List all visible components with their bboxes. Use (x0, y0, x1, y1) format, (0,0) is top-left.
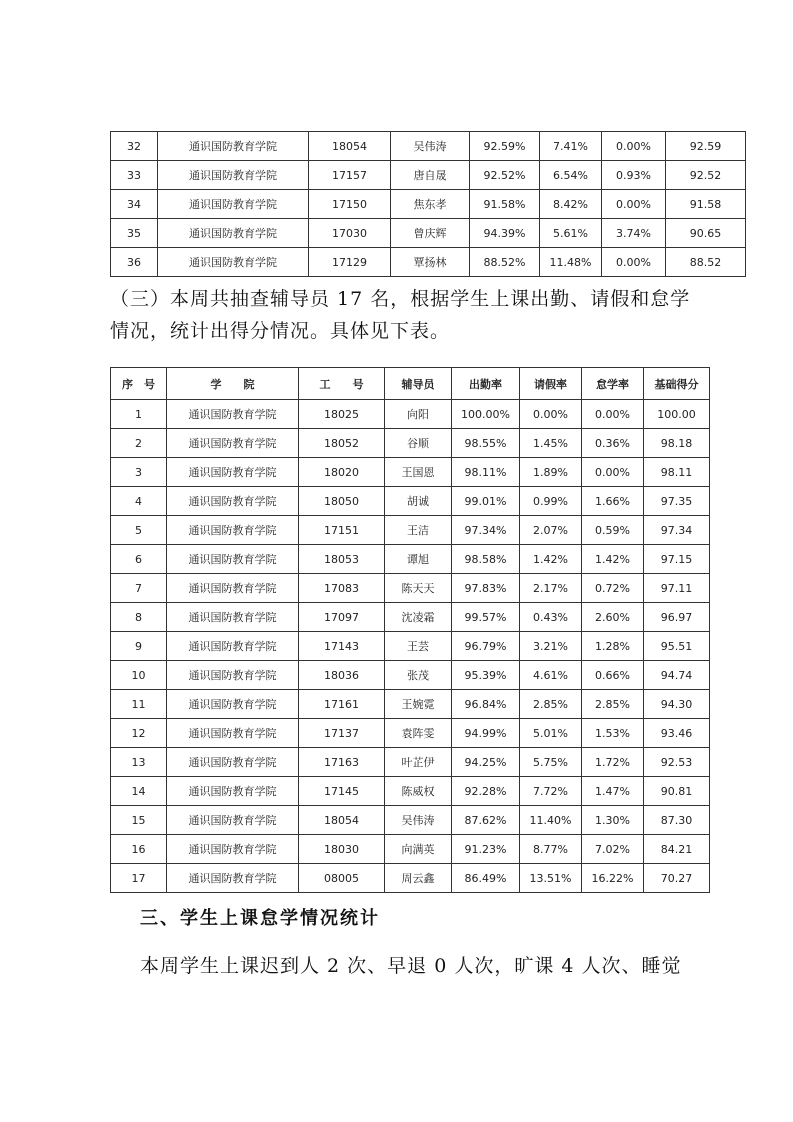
table-cell: 唐自晟 (391, 161, 470, 190)
table-cell: 袁阵雯 (385, 719, 452, 748)
table-cell: 王洁 (385, 516, 452, 545)
table-cell: 91.58% (470, 190, 540, 219)
table-cell: 93.46 (644, 719, 710, 748)
table-cell: 11.48% (540, 248, 602, 277)
table-cell: 97.34% (452, 516, 520, 545)
table-cell: 通识国防教育学院 (158, 248, 309, 277)
table-cell: 8.77% (520, 835, 582, 864)
column-header: 工 号 (299, 368, 385, 400)
table-cell: 通识国防教育学院 (158, 132, 309, 161)
table-row (111, 429, 710, 458)
table-cell: 5.61% (540, 219, 602, 248)
table-cell: 通识国防教育学院 (167, 806, 299, 835)
table-row (111, 190, 746, 219)
table-cell: 91.58 (666, 190, 746, 219)
table-cell: 94.39% (470, 219, 540, 248)
paragraph-counselor-check: （三）本周共抽查辅导员 17 名，根据学生上课出勤、请假和怠学情况，统计出得分情况。具体见下表。 (110, 288, 691, 342)
table-cell: 通识国防教育学院 (167, 864, 299, 893)
table-cell: 70.27 (644, 864, 710, 893)
table-cell: 谷顺 (385, 429, 452, 458)
table-row (111, 458, 710, 487)
table-cell: 17 (111, 864, 167, 893)
table-row (111, 864, 710, 893)
table-cell: 97.35 (644, 487, 710, 516)
table-cell: 92.52% (470, 161, 540, 190)
table-cell: 0.59% (582, 516, 644, 545)
table-cell: 96.84% (452, 690, 520, 719)
table-cell: 0.00% (582, 400, 644, 429)
table-row (111, 661, 710, 690)
table-cell: 98.58% (452, 545, 520, 574)
table-cell: 叶芷伊 (385, 748, 452, 777)
table-cell: 7.02% (582, 835, 644, 864)
table-cell: 92.59 (666, 132, 746, 161)
table-row (111, 516, 710, 545)
table-cell: 1.47% (582, 777, 644, 806)
attendance-table-continued (110, 131, 746, 277)
column-header: 出勤率 (452, 368, 520, 400)
table-cell: 18054 (309, 132, 391, 161)
table-cell: 王芸 (385, 632, 452, 661)
table-cell: 96.79% (452, 632, 520, 661)
table-cell: 32 (111, 132, 158, 161)
table-cell: 通识国防教育学院 (167, 661, 299, 690)
table-cell: 1 (111, 400, 167, 429)
table-cell: 0.00% (582, 458, 644, 487)
table-cell: 2.60% (582, 603, 644, 632)
table-cell: 向阳 (385, 400, 452, 429)
table-cell: 98.11% (452, 458, 520, 487)
table-cell: 1.72% (582, 748, 644, 777)
table-cell: 90.81 (644, 777, 710, 806)
table-cell: 98.55% (452, 429, 520, 458)
table-cell: 98.18 (644, 429, 710, 458)
table-cell: 焦东孝 (391, 190, 470, 219)
table-cell: 王国恩 (385, 458, 452, 487)
table-cell: 13.51% (520, 864, 582, 893)
table-row (111, 545, 710, 574)
table-cell: 0.00% (602, 248, 666, 277)
table-cell: 1.30% (582, 806, 644, 835)
counselor-score-table (110, 367, 710, 893)
table-cell: 3.21% (520, 632, 582, 661)
table-cell: 17157 (309, 161, 391, 190)
table-cell: 34 (111, 190, 158, 219)
table-cell: 94.74 (644, 661, 710, 690)
table-cell: 7.72% (520, 777, 582, 806)
paragraph-absence-summary: 本周学生上课迟到人 2 次、早退 0 人次，旷课 4 人次、睡觉 (140, 955, 682, 977)
table-cell: 8.42% (540, 190, 602, 219)
table-cell: 86.49% (452, 864, 520, 893)
table-row (111, 400, 710, 429)
table-cell: 1.89% (520, 458, 582, 487)
table-row (111, 161, 746, 190)
table-cell: 通识国防教育学院 (167, 632, 299, 661)
table-cell: 100.00 (644, 400, 710, 429)
table-cell: 17151 (299, 516, 385, 545)
table-cell: 13 (111, 748, 167, 777)
table-cell: 88.52% (470, 248, 540, 277)
table-cell: 6.54% (540, 161, 602, 190)
table-cell: 94.25% (452, 748, 520, 777)
table-cell: 7 (111, 574, 167, 603)
table-row (111, 690, 710, 719)
table-cell: 87.62% (452, 806, 520, 835)
table-cell: 通识国防教育学院 (167, 603, 299, 632)
table-cell: 2 (111, 429, 167, 458)
table-cell: 9 (111, 632, 167, 661)
table-cell: 100.00% (452, 400, 520, 429)
table-cell: 17083 (299, 574, 385, 603)
table-row (111, 574, 710, 603)
column-header: 怠学率 (582, 368, 644, 400)
table-cell: 0.43% (520, 603, 582, 632)
column-header: 请假率 (520, 368, 582, 400)
table-cell: 通识国防教育学院 (158, 219, 309, 248)
table-cell: 17163 (299, 748, 385, 777)
table-cell: 95.51 (644, 632, 710, 661)
table-cell: 16 (111, 835, 167, 864)
table-cell: 通识国防教育学院 (158, 161, 309, 190)
table-cell: 通识国防教育学院 (167, 777, 299, 806)
table-cell: 通识国防教育学院 (167, 835, 299, 864)
table-header-row (111, 368, 710, 400)
table-cell: 17137 (299, 719, 385, 748)
table-cell: 0.93% (602, 161, 666, 190)
table-cell: 17145 (299, 777, 385, 806)
table-row (111, 632, 710, 661)
table-row (111, 603, 710, 632)
table-cell: 向满英 (385, 835, 452, 864)
table-cell: 18052 (299, 429, 385, 458)
table-cell: 95.39% (452, 661, 520, 690)
table-cell: 胡诚 (385, 487, 452, 516)
column-header: 辅导员 (385, 368, 452, 400)
table-cell: 91.23% (452, 835, 520, 864)
table-cell: 0.66% (582, 661, 644, 690)
table-cell: 10 (111, 661, 167, 690)
table-cell: 0.00% (602, 190, 666, 219)
table-cell: 通识国防教育学院 (167, 487, 299, 516)
table-cell: 吴伟涛 (391, 132, 470, 161)
table-cell: 11 (111, 690, 167, 719)
table-cell: 33 (111, 161, 158, 190)
table-cell: 35 (111, 219, 158, 248)
table-cell: 92.52 (666, 161, 746, 190)
table-cell: 97.15 (644, 545, 710, 574)
table-cell: 4.61% (520, 661, 582, 690)
table-cell: 周云鑫 (385, 864, 452, 893)
table-cell: 92.28% (452, 777, 520, 806)
table-cell: 0.00% (602, 132, 666, 161)
table-cell: 张茂 (385, 661, 452, 690)
section-heading: 三、学生上课怠学情况统计 (140, 908, 380, 929)
table-cell: 8 (111, 603, 167, 632)
table-cell: 2.07% (520, 516, 582, 545)
table-cell: 沈凌霜 (385, 603, 452, 632)
table-cell: 3 (111, 458, 167, 487)
table-cell: 94.99% (452, 719, 520, 748)
table-cell: 通识国防教育学院 (167, 429, 299, 458)
table-cell: 0.00% (520, 400, 582, 429)
table-cell: 97.34 (644, 516, 710, 545)
table-row (111, 719, 710, 748)
table-cell: 2.17% (520, 574, 582, 603)
table-cell: 92.59% (470, 132, 540, 161)
table-cell: 曾庆辉 (391, 219, 470, 248)
column-header: 学 院 (167, 368, 299, 400)
table-cell: 17129 (309, 248, 391, 277)
table-cell: 11.40% (520, 806, 582, 835)
table-cell: 吴伟涛 (385, 806, 452, 835)
table-cell: 87.30 (644, 806, 710, 835)
table-cell: 通识国防教育学院 (167, 400, 299, 429)
table-cell: 通识国防教育学院 (167, 690, 299, 719)
table-cell: 5 (111, 516, 167, 545)
table-cell: 17097 (299, 603, 385, 632)
table-cell: 18054 (299, 806, 385, 835)
table-row (111, 487, 710, 516)
column-header: 序 号 (111, 368, 167, 400)
table-row (111, 806, 710, 835)
table-cell: 3.74% (602, 219, 666, 248)
table-cell: 1.66% (582, 487, 644, 516)
table-cell: 谭旭 (385, 545, 452, 574)
table-cell: 通识国防教育学院 (167, 574, 299, 603)
table-cell: 15 (111, 806, 167, 835)
table-cell: 4 (111, 487, 167, 516)
table-cell: 99.01% (452, 487, 520, 516)
table-cell: 16.22% (582, 864, 644, 893)
table-cell: 2.85% (520, 690, 582, 719)
table-cell: 2.85% (582, 690, 644, 719)
table-cell: 84.21 (644, 835, 710, 864)
table-cell: 通识国防教育学院 (167, 719, 299, 748)
table-row (111, 219, 746, 248)
table-cell: 通识国防教育学院 (167, 458, 299, 487)
table-cell: 1.42% (582, 545, 644, 574)
table-row (111, 748, 710, 777)
table-cell: 18025 (299, 400, 385, 429)
table-cell: 94.30 (644, 690, 710, 719)
table-cell: 0.99% (520, 487, 582, 516)
table-cell: 陈天天 (385, 574, 452, 603)
table-cell: 97.83% (452, 574, 520, 603)
table-cell: 王婉霓 (385, 690, 452, 719)
column-header: 基础得分 (644, 368, 710, 400)
table-cell: 1.45% (520, 429, 582, 458)
table-cell: 12 (111, 719, 167, 748)
table-row (111, 132, 746, 161)
table-cell: 18030 (299, 835, 385, 864)
table-cell: 1.42% (520, 545, 582, 574)
table-cell: 通识国防教育学院 (167, 545, 299, 574)
table-cell: 0.72% (582, 574, 644, 603)
table-cell: 18020 (299, 458, 385, 487)
table-row (111, 248, 746, 277)
table-cell: 6 (111, 545, 167, 574)
table-cell: 1.28% (582, 632, 644, 661)
table-cell: 5.75% (520, 748, 582, 777)
table-cell: 99.57% (452, 603, 520, 632)
table-row (111, 777, 710, 806)
table-cell: 98.11 (644, 458, 710, 487)
table-cell: 92.53 (644, 748, 710, 777)
table-cell: 17143 (299, 632, 385, 661)
table-cell: 0.36% (582, 429, 644, 458)
table-row (111, 835, 710, 864)
table-cell: 5.01% (520, 719, 582, 748)
table-cell: 7.41% (540, 132, 602, 161)
table-cell: 陈威权 (385, 777, 452, 806)
table-cell: 17030 (309, 219, 391, 248)
table-cell: 14 (111, 777, 167, 806)
table-cell: 覃扬林 (391, 248, 470, 277)
table-cell: 1.53% (582, 719, 644, 748)
table-cell: 36 (111, 248, 158, 277)
table-cell: 90.65 (666, 219, 746, 248)
table-cell: 17150 (309, 190, 391, 219)
table-cell: 08005 (299, 864, 385, 893)
table-cell: 18036 (299, 661, 385, 690)
table-cell: 17161 (299, 690, 385, 719)
table-cell: 通识国防教育学院 (158, 190, 309, 219)
table-cell: 96.97 (644, 603, 710, 632)
table-cell: 97.11 (644, 574, 710, 603)
table-cell: 88.52 (666, 248, 746, 277)
table-cell: 18053 (299, 545, 385, 574)
table-cell: 通识国防教育学院 (167, 748, 299, 777)
table-cell: 通识国防教育学院 (167, 516, 299, 545)
table-cell: 18050 (299, 487, 385, 516)
